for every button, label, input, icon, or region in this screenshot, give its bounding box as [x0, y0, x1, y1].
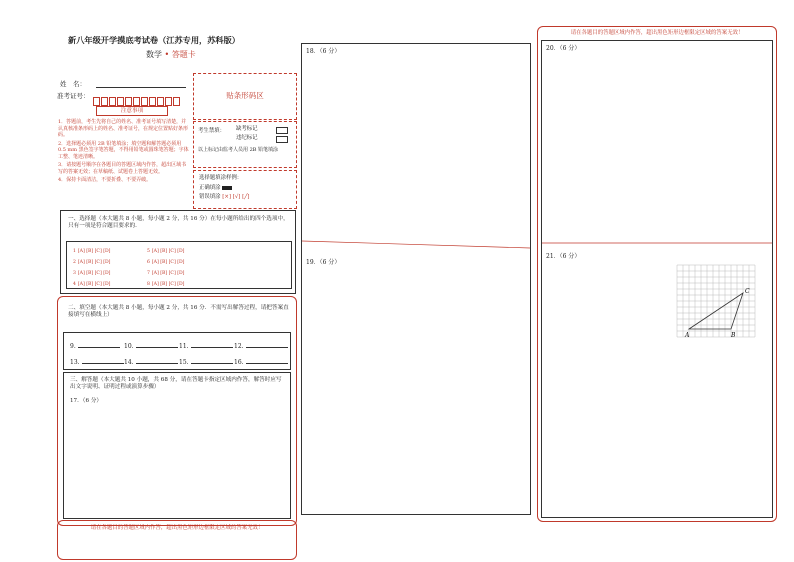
choice-row[interactable]: 1 [A] [B] [C] [D]	[73, 249, 111, 254]
section-divider	[302, 239, 530, 251]
choice-row[interactable]: 5 [A] [B] [C] [D]	[147, 249, 185, 254]
q21-label: 21．（6 分）	[546, 253, 581, 260]
blank-item[interactable]: 14.	[124, 357, 178, 367]
fill-example-box	[193, 170, 297, 209]
warning-text: 请在各题目的答题区域内作答，超出黑色矩形边框限定区域的答案无效！	[90, 525, 264, 531]
fill-wrong	[199, 194, 250, 201]
barcode-area	[193, 73, 297, 120]
choice-grid	[66, 241, 292, 289]
blank-item[interactable]: 13.	[70, 357, 124, 367]
choice-row[interactable]: 4 [A] [B] [C] [D]	[73, 282, 111, 287]
barcode-label: 贴条形码区	[226, 91, 264, 100]
violation-mark[interactable]	[276, 136, 288, 143]
warning-text: 请在各题目的答题区域内作答，超出黑色矩形边框限定区域的答案无效！	[570, 30, 744, 36]
answer-heading: 三、解答题（本大题共 10 小题，共 68 分，请在答题卡指定区域内作答，解答时应写出文字说明、证明过程或演算步骤）	[70, 377, 282, 391]
wrong-marks: [×] [√] [╱]	[222, 194, 250, 200]
grid-figure	[673, 263, 759, 343]
blank-item[interactable]: 12.	[234, 341, 288, 351]
blank-item[interactable]: 9.	[70, 341, 120, 351]
notice-list	[58, 119, 190, 184]
col3-frame	[537, 26, 777, 522]
choice-section	[60, 210, 296, 294]
blank-item[interactable]: 16.	[234, 357, 288, 367]
choice-row[interactable]: 6 [A] [B] [C] [D]	[147, 260, 185, 265]
fill-correct-label: 正确填涂	[199, 185, 221, 191]
notice-title: 注意事项	[120, 108, 144, 114]
absent-label: 缺考标记	[236, 126, 258, 132]
name-line[interactable]	[96, 87, 186, 88]
fill-answer-section	[57, 296, 297, 526]
exam-title: 新八年级开学摸底考试卷（江苏专用，苏科版）	[68, 35, 240, 45]
subject-title	[146, 50, 196, 60]
choice-heading: 一、选择题（本大题共 8 小题，每小题 2 分，共 16 分）在每小题所给出的四个选项中，只有一项是符合题目要求的.	[68, 216, 289, 230]
q20-q21-area[interactable]	[541, 40, 773, 518]
exam-status-label: 考生禁填：	[198, 128, 225, 134]
choice-row[interactable]: 2 [A] [B] [C] [D]	[73, 260, 111, 265]
section-divider	[542, 242, 772, 246]
blank-item[interactable]: 15.	[179, 357, 233, 367]
warning-box-bottom	[57, 520, 297, 560]
subject-name: 数学	[146, 50, 162, 59]
fill-blanks	[63, 332, 291, 370]
exam-status-box	[193, 121, 297, 168]
q18-q19-area[interactable]	[301, 43, 531, 515]
choice-row[interactable]: 8 [A] [B] [C] [D]	[147, 282, 185, 287]
q17-label: 17．（6 分）	[70, 398, 103, 404]
fill-heading: 二、填空题（本大题共 8 小题，每小题 2 分，共 16 分．不需写出解答过程，请把答案直接填写在横线上）	[68, 305, 289, 319]
violation-label: 违纪标记	[236, 135, 258, 141]
fill-correct	[199, 185, 232, 192]
title-dot: •	[164, 50, 170, 59]
choice-row[interactable]: 7 [A] [B] [C] [D]	[147, 271, 185, 276]
q17-area[interactable]	[63, 372, 291, 519]
exam-status-note: 以上标记由监考人员用 2B 铅笔填涂	[198, 147, 279, 153]
fill-example-title: 选择题填涂样例：	[199, 175, 243, 181]
filled-mark	[222, 186, 232, 190]
notice-item: 4．保持卡面清洁，不要折叠、不要弄破。	[58, 177, 152, 183]
card-title: 答题卡	[171, 50, 196, 59]
triangle-abc	[689, 293, 743, 329]
id-label: 准考证号：	[57, 92, 90, 100]
notice-item: 1．答题前，考生先将自己的姓名、准考证号填写清楚，并认真核准条形码上的姓名、准考证号，在规定位置贴好条形码。	[58, 119, 189, 138]
notice-item: 3．请按题号顺序在各题目的答题区域内作答，超出区域书写的答案无效；在草稿纸、试题卷上答题无效。	[58, 162, 187, 175]
point-c-label: C	[745, 288, 750, 295]
notice-item: 2．选择题必须用 2B 铅笔填涂；填空题和解答题必须用 0.5 mm 黑色签字笔答题，不得用铅笔或圆珠笔答题；字体工整、笔迹清晰。	[58, 140, 189, 160]
blank-item[interactable]: 11.	[179, 341, 233, 351]
q18-label: 18．（6 分）	[306, 48, 341, 55]
q20-label: 20．（6 分）	[546, 45, 581, 52]
name-label: 姓 名：	[60, 80, 86, 88]
fill-wrong-label: 错误填涂	[199, 194, 221, 200]
point-a-label: A	[685, 332, 690, 339]
blank-item[interactable]: 10.	[124, 341, 178, 351]
q19-label: 19．（6 分）	[306, 259, 341, 266]
absent-mark[interactable]	[276, 127, 288, 134]
choice-row[interactable]: 3 [A] [B] [C] [D]	[73, 271, 111, 276]
notice-title-box	[96, 106, 168, 116]
point-b-label: B	[731, 332, 736, 339]
